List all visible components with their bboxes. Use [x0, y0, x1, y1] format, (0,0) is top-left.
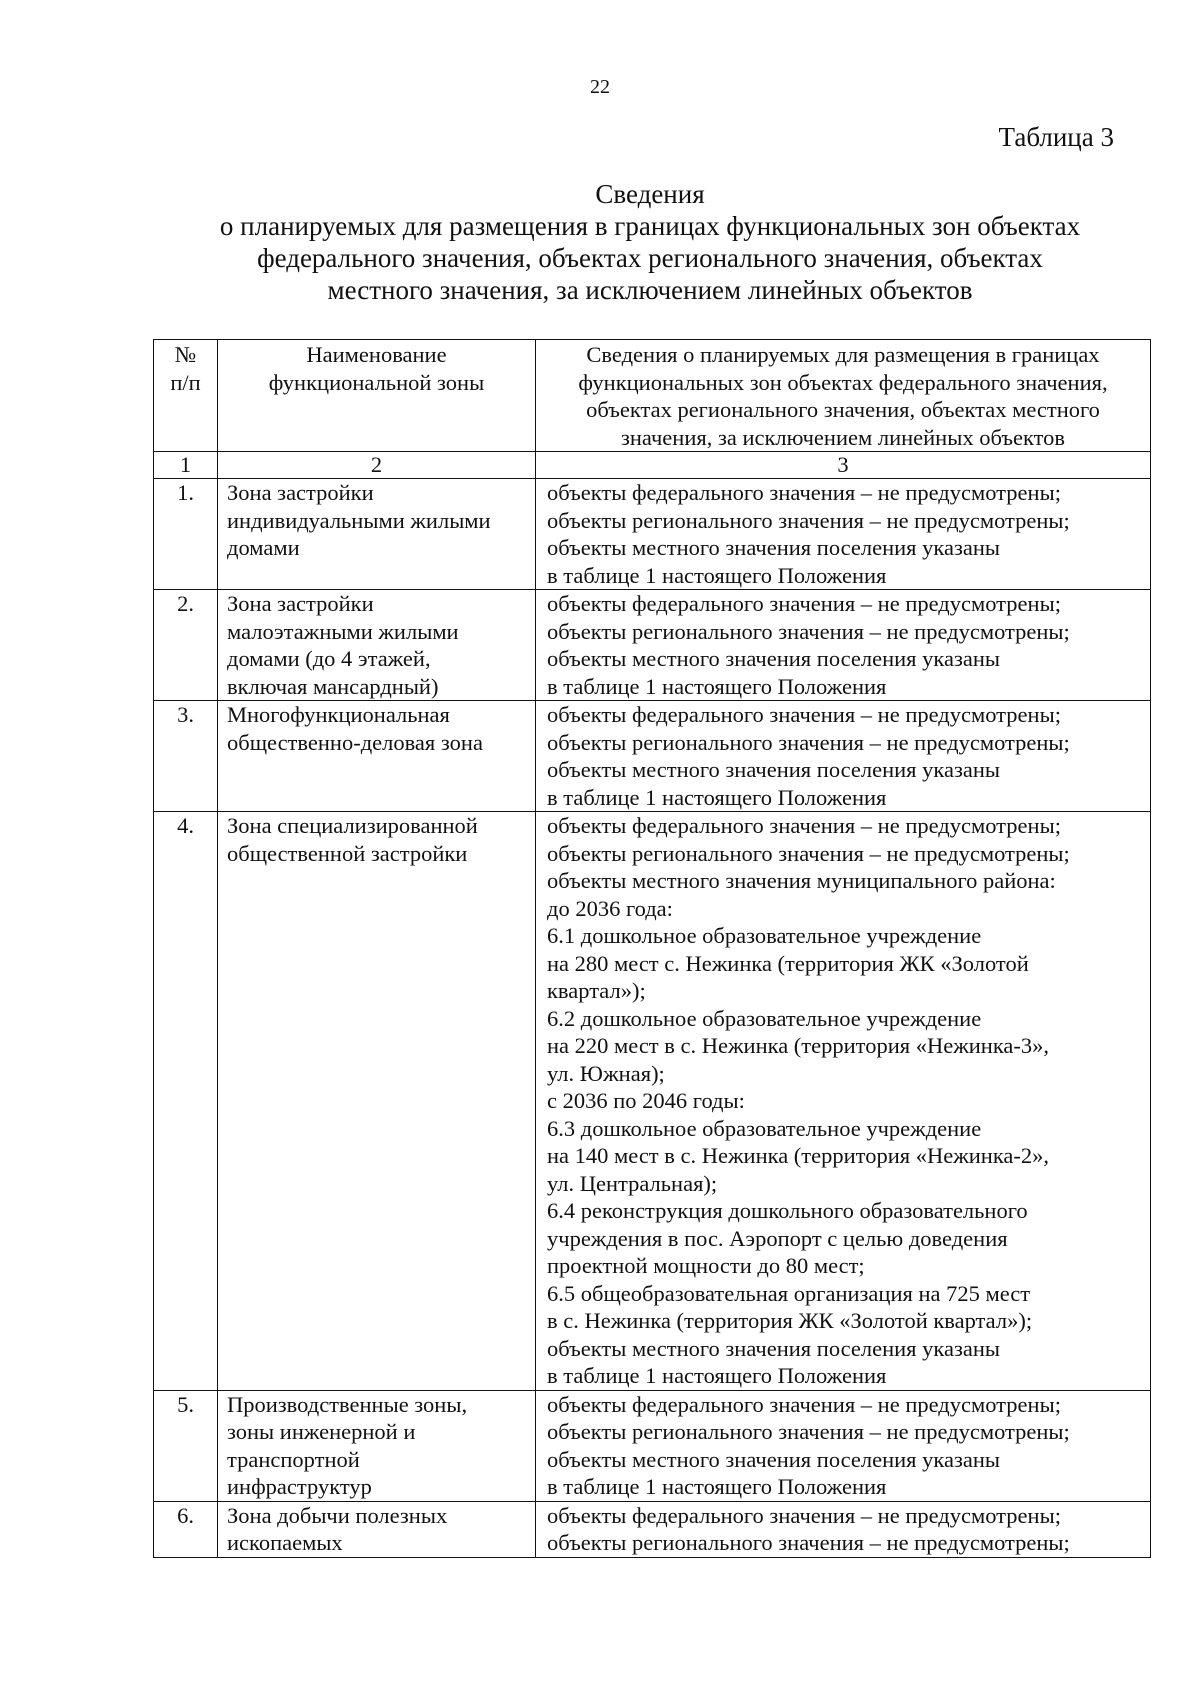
objects-info-line: объекты местного значения поселения указаны: [547, 757, 1001, 782]
objects-info-line: объекты местного значения поселения указаны: [547, 535, 1001, 560]
row-number-cell: 4.: [154, 812, 218, 1391]
objects-info-line: 6.5 общеобразовательная организация на 725 мест: [547, 1280, 1031, 1306]
heading-line: о планируемых для размещения в границах функциональных зон объектах: [219, 211, 1081, 241]
page-number: 22: [590, 76, 610, 98]
table-row: [154, 1390, 1151, 1501]
zone-name-cell: [218, 812, 536, 1391]
header-zone-line: функциональной зоны: [268, 369, 485, 395]
zone-name-line: ископаемых: [227, 1530, 343, 1555]
objects-info-line: 6.3 дошкольное образовательное учреждение: [547, 1115, 982, 1141]
row-number-cell: 2.: [154, 590, 218, 701]
table-row: [154, 701, 1151, 812]
zone-name-line: Зона специализированной: [227, 813, 478, 838]
objects-info-line: проектной мощности до 80 мест;: [547, 1253, 865, 1278]
objects-info-line: на 140 мест в с. Нежинка (территория «Нежинка-2»,: [547, 1143, 1050, 1168]
objects-info-line: объекты федерального значения – не предусмотрены;: [547, 702, 1061, 727]
zone-name-cell: [218, 590, 536, 701]
objects-info-line: на 280 мест с. Нежинка (территория ЖК «Золотой: [547, 950, 1029, 976]
objects-info-line: в с. Нежинка (территория ЖК «Золотой квартал»);: [547, 1308, 1033, 1333]
objects-info-cell: [536, 590, 1151, 701]
header-num-cell: [154, 340, 218, 452]
objects-info-line: объекты местного значения поселения указаны: [547, 1335, 1001, 1361]
zone-name-line: общественной застройки: [227, 840, 468, 866]
zones-table: [153, 339, 1151, 1558]
objects-info-line: в таблице 1 настоящего Положения: [547, 1363, 887, 1388]
objects-info-line: ул. Южная);: [547, 1060, 665, 1086]
header-info-line: функциональных зон объектах федерального значения,: [578, 369, 1108, 395]
heading-line: федерального значения, объектах регионального значения, объектах: [257, 243, 1043, 273]
objects-info-line: объекты регионального значения – не предусмотрены;: [547, 618, 1070, 644]
zone-name-line: включая мансардный): [227, 673, 439, 699]
objects-info-line: объекты местного значения поселения указаны: [547, 1446, 1001, 1472]
objects-info-line: объекты федерального значения – не предусмотрены;: [547, 1391, 1061, 1417]
header-info-cell: [536, 340, 1151, 452]
zone-name-line: домами (до 4 этажей,: [227, 646, 431, 671]
header-info-line: объектах регионального значения, объектах местного: [586, 397, 1100, 422]
objects-info-line: до 2036 года:: [547, 895, 673, 921]
table-row: [154, 812, 1151, 1391]
header-num-line: п/п: [170, 369, 201, 395]
column-number-cell: 1: [154, 452, 218, 479]
zone-name-line: зоны инженерной и: [227, 1419, 416, 1444]
objects-info-line: объекты регионального значения – не предусмотрены;: [547, 1419, 1070, 1444]
objects-info-line: объекты регионального значения – не предусмотрены;: [547, 729, 1070, 755]
objects-info-line: в таблице 1 настоящего Положения: [547, 673, 887, 699]
heading-line: Сведения: [595, 179, 705, 209]
zones-table-body: [154, 340, 1151, 1558]
zone-name-cell: [218, 479, 536, 590]
objects-info-cell: [536, 1390, 1151, 1501]
row-number-cell: 6.: [154, 1501, 218, 1557]
objects-info-line: на 220 мест в с. Нежинка (территория «Нежинка-3»,: [547, 1033, 1050, 1058]
objects-info-line: объекты федерального значения – не предусмотрены;: [547, 813, 1061, 838]
column-number-row: [154, 452, 1151, 479]
objects-info-cell: [536, 701, 1151, 812]
objects-info-line: в таблице 1 настоящего Положения: [547, 562, 887, 588]
zone-name-line: инфраструктур: [227, 1474, 372, 1499]
zone-name-line: малоэтажными жилыми: [227, 618, 459, 644]
zone-name-line: Зона добычи полезных: [227, 1502, 448, 1528]
objects-info-line: объекты местного значения муниципального района:: [547, 868, 1056, 893]
zone-name-cell: [218, 1501, 536, 1557]
objects-info-cell: [536, 812, 1151, 1391]
zone-name-line: Зона застройки: [227, 591, 374, 616]
zone-name-line: Многофункциональная: [227, 702, 450, 727]
table-row: [154, 590, 1151, 701]
header-info-line: значения, за исключением линейных объектов: [620, 424, 1066, 450]
row-number-cell: 5.: [154, 1390, 218, 1501]
table-row: [154, 479, 1151, 590]
objects-info-line: квартал»);: [547, 978, 646, 1003]
column-number-cell: 2: [218, 452, 536, 479]
zone-name-cell: [218, 701, 536, 812]
objects-info-line: 6.4 реконструкция дошкольного образовательного: [547, 1198, 1028, 1223]
row-number-cell: 3.: [154, 701, 218, 812]
row-number-cell: 1.: [154, 479, 218, 590]
zone-name-line: транспортной: [227, 1446, 360, 1472]
table-label: Таблица 3: [998, 122, 1114, 152]
objects-info-cell: [536, 479, 1151, 590]
objects-info-line: объекты регионального значения – не предусмотрены;: [547, 507, 1070, 533]
header-zone-line: Наименование: [306, 342, 447, 367]
heading-line: местного значения, за исключением линейных объектов: [327, 275, 973, 305]
table-row: [154, 1501, 1151, 1557]
header-info-line: Сведения о планируемых для размещения в границах: [586, 342, 1100, 367]
objects-info-line: объекты федерального значения – не предусмотрены;: [547, 591, 1061, 616]
objects-info-line: в таблице 1 настоящего Положения: [547, 1474, 887, 1499]
objects-info-line: объекты регионального значения – не предусмотрены;: [547, 1530, 1070, 1555]
objects-info-line: 6.2 дошкольное образовательное учреждение: [547, 1005, 982, 1031]
zone-name-line: Зона застройки: [227, 480, 374, 505]
zone-name-line: Производственные зоны,: [227, 1391, 468, 1417]
objects-info-line: объекты регионального значения – не предусмотрены;: [547, 840, 1070, 866]
zone-name-cell: [218, 1390, 536, 1501]
objects-info-line: объекты федерального значения – не предусмотрены;: [547, 480, 1061, 505]
zone-name-line: общественно-деловая зона: [227, 729, 483, 755]
header-num-line: №: [174, 342, 197, 367]
header-zone-cell: [218, 340, 536, 452]
objects-info-line: в таблице 1 настоящего Положения: [547, 784, 887, 810]
objects-info-line: 6.1 дошкольное образовательное учреждение: [547, 923, 982, 948]
column-number-cell: 3: [536, 452, 1151, 479]
zone-name-line: индивидуальными жилыми: [227, 507, 491, 533]
objects-info-line: объекты федерального значения – не предусмотрены;: [547, 1502, 1061, 1528]
objects-info-line: с 2036 по 2046 годы:: [547, 1088, 745, 1113]
document-heading: [60, 178, 1200, 306]
objects-info-cell: [536, 1501, 1151, 1557]
objects-info-line: учреждения в пос. Аэропорт с целью доведения: [547, 1225, 1008, 1251]
objects-info-line: объекты местного значения поселения указаны: [547, 646, 1001, 671]
objects-info-line: ул. Центральная);: [547, 1170, 718, 1196]
table-header-row: [154, 340, 1151, 452]
zone-name-line: домами: [227, 535, 300, 560]
